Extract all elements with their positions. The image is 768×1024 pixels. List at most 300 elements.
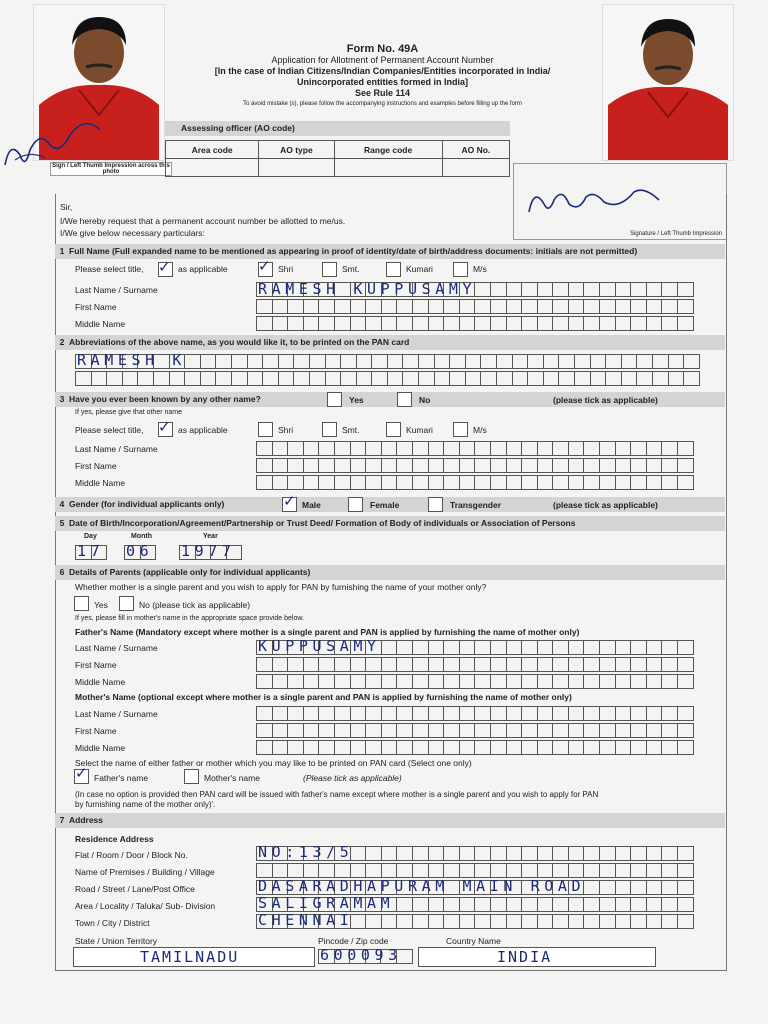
grid-cell	[538, 282, 554, 297]
grid-cell	[647, 740, 663, 755]
grid-cell	[491, 441, 507, 456]
grid-cell	[366, 846, 382, 861]
grid-cell	[444, 299, 460, 314]
grid-cell	[397, 316, 413, 331]
grid-cell	[522, 475, 538, 490]
grid-cell	[304, 706, 320, 721]
grid-cell	[678, 657, 694, 672]
grid-cell	[304, 299, 320, 314]
grid-cell	[553, 706, 569, 721]
grid-cell	[600, 880, 616, 895]
grid-cell	[616, 863, 632, 878]
grid-cell	[647, 299, 663, 314]
s3-first-name-grid[interactable]	[256, 458, 694, 473]
s1-ms-checkbox[interactable]	[453, 262, 468, 277]
s3-as-applicable: as applicable	[178, 425, 228, 435]
grid-cell	[351, 475, 367, 490]
grid-cell	[631, 441, 647, 456]
s6-no-checkbox[interactable]	[119, 596, 134, 611]
pin-value: 600093	[320, 946, 402, 964]
road-label: Road / Street / Lane/Post Office	[75, 884, 195, 894]
grid-cell	[304, 657, 320, 672]
grid-cell	[662, 299, 678, 314]
grid-cell	[491, 863, 507, 878]
s6-question: Whether mother is a single parent and you wish to apply for PAN by furnishing the name of your mother only?	[75, 582, 487, 592]
grid-cell	[257, 740, 273, 755]
grid-cell	[319, 863, 335, 878]
father-heading: Father's Name (Mandatory except where mother is a single parent and PAN is applied by furnishing the name of mother only)	[75, 627, 580, 637]
form-note: To avoid mistake (s), please follow the accompanying instructions and examples before filling up the form	[243, 101, 522, 107]
grid-cell	[357, 354, 373, 369]
grid-cell	[631, 706, 647, 721]
intro-line-2: I/We give below necessary particulars:	[60, 228, 205, 238]
grid-cell	[304, 863, 320, 878]
grid-cell	[584, 863, 600, 878]
grid-cell	[288, 475, 304, 490]
grid-cell	[326, 354, 342, 369]
grid-cell	[435, 371, 451, 386]
grid-cell	[397, 706, 413, 721]
grid-cell	[569, 640, 585, 655]
section-3-title: Have you ever been known by any other name?	[69, 394, 261, 404]
state-label: State / Union Territory	[75, 936, 158, 946]
ao-col-area: Area code	[166, 141, 259, 159]
section-3-band: 3 Have you ever been known by any other name?	[55, 392, 725, 407]
grid-cell	[684, 354, 700, 369]
grid-cell	[288, 863, 304, 878]
grid-cell	[216, 354, 232, 369]
grid-cell	[475, 846, 491, 861]
grid-cell	[460, 863, 476, 878]
grid-cell	[304, 316, 320, 331]
grid-cell	[662, 880, 678, 895]
grid-cell	[616, 657, 632, 672]
s6-no-label: No (please tick as applicable)	[139, 600, 251, 610]
grid-cell	[123, 371, 139, 386]
grid-cell	[584, 657, 600, 672]
grid-cell	[382, 914, 398, 929]
grid-cell	[507, 706, 523, 721]
grid-cell	[273, 674, 289, 689]
s3-yes-label: Yes	[349, 395, 364, 405]
grid-cell	[584, 316, 600, 331]
s6-if-yes: If yes, please fill in mother's name in the appropriate space provide below.	[75, 615, 304, 622]
grid-cell	[397, 674, 413, 689]
s6-note-2: by furnishing name of the mother only)'.	[75, 800, 216, 809]
grid-cell	[553, 723, 569, 738]
grid-cell	[569, 914, 585, 929]
grid-cell	[647, 475, 663, 490]
grid-cell	[507, 914, 523, 929]
grid-cell	[413, 299, 429, 314]
grid-cell	[372, 371, 388, 386]
grid-cell	[553, 475, 569, 490]
grid-cell	[647, 846, 663, 861]
grid-cell	[335, 475, 351, 490]
section-6-title: Details of Parents (applicable only for individual applicants)	[69, 567, 311, 577]
grid-cell	[475, 299, 491, 314]
grid-cell	[450, 354, 466, 369]
grid-cell	[538, 299, 554, 314]
grid-cell	[507, 674, 523, 689]
grid-cell	[616, 914, 632, 929]
grid-cell	[584, 706, 600, 721]
grid-cell	[575, 371, 591, 386]
grid-cell	[678, 846, 694, 861]
grid-cell	[201, 371, 217, 386]
s3-yes-checkbox[interactable]	[327, 392, 342, 407]
grid-cell	[257, 706, 273, 721]
s2-abbrev-grid-2[interactable]	[75, 371, 700, 386]
s4-trans-checkbox[interactable]	[428, 497, 443, 512]
grid-cell	[475, 640, 491, 655]
premises-grid[interactable]	[256, 863, 694, 878]
grid-cell	[522, 863, 538, 878]
grid-cell	[288, 316, 304, 331]
grid-cell	[429, 897, 445, 912]
grid-cell	[475, 458, 491, 473]
grid-cell	[678, 674, 694, 689]
grid-cell	[569, 863, 585, 878]
grid-cell	[544, 371, 560, 386]
section-5-band: 5 Date of Birth/Incorporation/Agreement/Partnership or Trust Deed/ Formation of Body of individuals or Association of Persons	[55, 516, 725, 531]
dob-day-value: 17	[77, 542, 105, 560]
grid-cell	[507, 863, 523, 878]
grid-cell	[397, 897, 413, 912]
s4-female-checkbox[interactable]	[348, 497, 363, 512]
grid-cell	[248, 371, 264, 386]
s3-smt-checkbox[interactable]	[322, 422, 337, 437]
grid-cell	[382, 458, 398, 473]
grid-cell	[647, 316, 663, 331]
grid-cell	[678, 475, 694, 490]
ao-heading: Assessing officer (AO code)	[181, 123, 295, 133]
section-5-title: Date of Birth/Incorporation/Agreement/Partnership or Trust Deed/ Formation of Body of individuals or Association of Persons	[69, 518, 576, 528]
section-1-band: 1 Full Name (Full expanded name to be mentioned as appearing in proof of identity/date of birth/address documents: initials are not permitted)	[55, 244, 725, 259]
s3-no-checkbox[interactable]	[397, 392, 412, 407]
grid-cell	[460, 299, 476, 314]
grid-cell	[491, 740, 507, 755]
grid-cell	[684, 371, 700, 386]
grid-cell	[662, 441, 678, 456]
s6-yes-checkbox[interactable]	[74, 596, 89, 611]
s1-smt-label: Smt.	[342, 264, 360, 274]
grid-cell	[491, 316, 507, 331]
grid-cell	[475, 863, 491, 878]
grid-cell	[382, 740, 398, 755]
section-7-title: Address	[69, 815, 104, 825]
grid-cell	[294, 371, 310, 386]
section-4-band: 4 Gender (for individual applicants only)	[55, 497, 725, 512]
grid-cell	[444, 458, 460, 473]
grid-cell	[351, 863, 367, 878]
grid-cell	[397, 740, 413, 755]
grid-cell	[553, 441, 569, 456]
grid-cell	[569, 706, 585, 721]
s3-ms-checkbox[interactable]	[453, 422, 468, 437]
ao-no-input[interactable]	[442, 159, 509, 177]
grid-cell	[647, 914, 663, 929]
grid-cell	[647, 863, 663, 878]
grid-cell	[631, 657, 647, 672]
grid-cell	[351, 723, 367, 738]
grid-cell	[606, 354, 622, 369]
grid-cell	[429, 657, 445, 672]
grid-cell	[616, 674, 632, 689]
salutation: Sir,	[60, 202, 73, 212]
grid-cell	[335, 863, 351, 878]
grid-cell	[232, 354, 248, 369]
mother-first-grid[interactable]	[256, 723, 694, 738]
s4-female-label: Female	[370, 500, 400, 510]
grid-cell	[444, 316, 460, 331]
flat-value: NO:13/5	[258, 843, 354, 861]
grid-cell	[397, 657, 413, 672]
grid-cell	[569, 723, 585, 738]
grid-cell	[304, 458, 320, 473]
s1-last-name-label: Last Name / Surname	[75, 285, 158, 295]
grid-cell	[491, 706, 507, 721]
section-2-band: 2 Abbreviations of the above name, as you would like it, to be printed on the PAN card	[55, 335, 725, 350]
s4-male-label: Male	[302, 500, 321, 510]
grid-cell	[631, 846, 647, 861]
grid-cell	[522, 740, 538, 755]
grid-cell	[460, 475, 476, 490]
grid-cell	[507, 282, 523, 297]
grid-cell	[662, 640, 678, 655]
grid-cell	[538, 897, 554, 912]
grid-cell	[507, 723, 523, 738]
ao-col-range: Range code	[334, 141, 442, 159]
s1-first-name-grid[interactable]	[256, 299, 694, 314]
road-value: DASARADHAPURAM MAIN ROAD	[258, 877, 586, 895]
form-number: Form No. 49A	[346, 43, 419, 55]
grid-cell	[366, 723, 382, 738]
grid-cell	[678, 880, 694, 895]
grid-cell	[584, 458, 600, 473]
grid-cell	[263, 354, 279, 369]
father-last-label: Last Name / Surname	[75, 643, 158, 653]
grid-cell	[662, 706, 678, 721]
grid-cell	[397, 475, 413, 490]
grid-cell	[273, 740, 289, 755]
grid-cell	[606, 371, 622, 386]
grid-cell	[569, 897, 585, 912]
mother-last-grid[interactable]	[256, 706, 694, 721]
grid-cell	[678, 458, 694, 473]
father-first-label: First Name	[75, 660, 117, 670]
grid-cell	[522, 706, 538, 721]
grid-cell	[522, 316, 538, 331]
grid-cell	[507, 441, 523, 456]
grid-cell	[553, 740, 569, 755]
s2-abbrev-value: RAMESH K	[77, 351, 187, 369]
grid-cell	[678, 316, 694, 331]
grid-cell	[382, 674, 398, 689]
grid-cell	[491, 299, 507, 314]
grid-cell	[413, 441, 429, 456]
grid-cell	[319, 316, 335, 331]
grid-cell	[538, 846, 554, 861]
grid-cell	[631, 282, 647, 297]
grid-cell	[622, 354, 638, 369]
grid-cell	[366, 914, 382, 929]
grid-cell	[366, 458, 382, 473]
grid-cell	[413, 897, 429, 912]
grid-cell	[335, 723, 351, 738]
grid-cell	[678, 706, 694, 721]
s6-mothers-name-checkbox[interactable]	[184, 769, 199, 784]
grid-cell	[553, 458, 569, 473]
s3-smt-label: Smt.	[342, 425, 360, 435]
grid-cell	[584, 723, 600, 738]
dob-month-value: 06	[126, 542, 154, 560]
mother-first-label: First Name	[75, 726, 117, 736]
father-middle-grid[interactable]	[256, 674, 694, 689]
grid-cell	[569, 475, 585, 490]
grid-cell	[631, 880, 647, 895]
s3-shri-checkbox[interactable]	[258, 422, 273, 437]
grid-cell	[538, 316, 554, 331]
father-middle-label: Middle Name	[75, 677, 126, 687]
grid-cell	[647, 880, 663, 895]
grid-cell	[538, 740, 554, 755]
grid-cell	[335, 441, 351, 456]
s1-middle-name-label: Middle Name	[75, 319, 126, 329]
grid-cell	[444, 640, 460, 655]
grid-cell	[616, 723, 632, 738]
grid-cell	[288, 706, 304, 721]
grid-cell	[591, 371, 607, 386]
grid-cell	[584, 880, 600, 895]
ao-type-input[interactable]	[259, 159, 334, 177]
grid-cell	[475, 316, 491, 331]
grid-cell	[304, 674, 320, 689]
mother-heading: Mother's Name (optional except where mother is a single parent and PAN is applied by furnishing the name of mother only)	[75, 692, 572, 702]
grid-cell	[429, 863, 445, 878]
grid-cell	[382, 316, 398, 331]
grid-cell	[413, 657, 429, 672]
grid-cell	[351, 299, 367, 314]
grid-cell	[491, 897, 507, 912]
grid-cell	[419, 354, 435, 369]
grid-cell	[616, 299, 632, 314]
grid-cell	[507, 846, 523, 861]
grid-cell	[631, 863, 647, 878]
grid-cell	[559, 371, 575, 386]
s1-smt-checkbox[interactable]	[322, 262, 337, 277]
grid-cell	[553, 846, 569, 861]
grid-cell	[475, 897, 491, 912]
grid-cell	[460, 674, 476, 689]
s1-last-name-value: RAMESH KUPPUSAMY	[258, 280, 477, 298]
grid-cell	[584, 640, 600, 655]
grid-cell	[616, 897, 632, 912]
form-subtitle-1: [In the case of Indian Citizens/Indian Companies/Entities incorporated in India/	[214, 66, 551, 76]
grid-cell	[382, 475, 398, 490]
grid-cell	[600, 740, 616, 755]
s3-middle-name-label: Middle Name	[75, 478, 126, 488]
grid-cell	[429, 723, 445, 738]
grid-cell	[507, 740, 523, 755]
grid-cell	[351, 657, 367, 672]
grid-cell	[669, 371, 685, 386]
s1-middle-name-grid[interactable]	[256, 316, 694, 331]
grid-cell	[647, 282, 663, 297]
grid-cell	[678, 282, 694, 297]
grid-cell	[497, 371, 513, 386]
s1-kumari-checkbox[interactable]	[386, 262, 401, 277]
grid-cell	[553, 316, 569, 331]
mother-middle-grid[interactable]	[256, 740, 694, 755]
grid-cell	[460, 657, 476, 672]
s3-kumari-checkbox[interactable]	[386, 422, 401, 437]
grid-cell	[569, 441, 585, 456]
grid-cell	[444, 657, 460, 672]
grid-cell	[538, 863, 554, 878]
grid-cell	[569, 846, 585, 861]
grid-cell	[538, 723, 554, 738]
grid-cell	[662, 740, 678, 755]
grid-cell	[491, 723, 507, 738]
grid-cell	[388, 354, 404, 369]
grid-cell	[600, 441, 616, 456]
grid-cell	[647, 657, 663, 672]
grid-cell	[257, 475, 273, 490]
grid-cell	[319, 740, 335, 755]
grid-cell	[491, 458, 507, 473]
s1-ms-label: M/s	[473, 264, 487, 274]
grid-cell	[616, 740, 632, 755]
grid-cell	[669, 354, 685, 369]
s6-tick-note: (Please tick as applicable)	[303, 773, 402, 783]
ao-area-input[interactable]	[166, 159, 259, 177]
ao-code-table	[165, 140, 510, 177]
grid-cell	[304, 441, 320, 456]
grid-cell	[351, 706, 367, 721]
grid-cell	[662, 458, 678, 473]
grid-cell	[647, 441, 663, 456]
grid-cell	[288, 441, 304, 456]
grid-cell	[662, 475, 678, 490]
grid-cell	[491, 282, 507, 297]
section-1-title: Full Name (Full expanded name to be mentioned as appearing in proof of identity/date of birth/address documents: initials are not permitted)	[69, 246, 638, 256]
grid-cell	[538, 706, 554, 721]
grid-cell	[538, 657, 554, 672]
grid-cell	[637, 371, 653, 386]
s3-middle-name-grid[interactable]	[256, 475, 694, 490]
grid-cell	[622, 371, 638, 386]
s3-no-label: No	[419, 395, 431, 405]
grid-cell	[366, 657, 382, 672]
grid-cell	[460, 706, 476, 721]
father-first-grid[interactable]	[256, 657, 694, 672]
grid-cell	[475, 674, 491, 689]
grid-cell	[600, 723, 616, 738]
s3-shri-label: Shri	[278, 425, 294, 435]
ao-range-input[interactable]	[334, 159, 442, 177]
grid-cell	[366, 863, 382, 878]
grid-cell	[319, 657, 335, 672]
grid-cell	[335, 674, 351, 689]
s3-last-name-grid[interactable]	[256, 441, 694, 456]
residence-heading: Residence Address	[75, 834, 154, 844]
s1-as-applicable: as applicable	[178, 264, 228, 274]
grid-cell	[413, 458, 429, 473]
ao-heading-band	[165, 121, 510, 136]
grid-cell	[678, 441, 694, 456]
grid-cell	[481, 371, 497, 386]
